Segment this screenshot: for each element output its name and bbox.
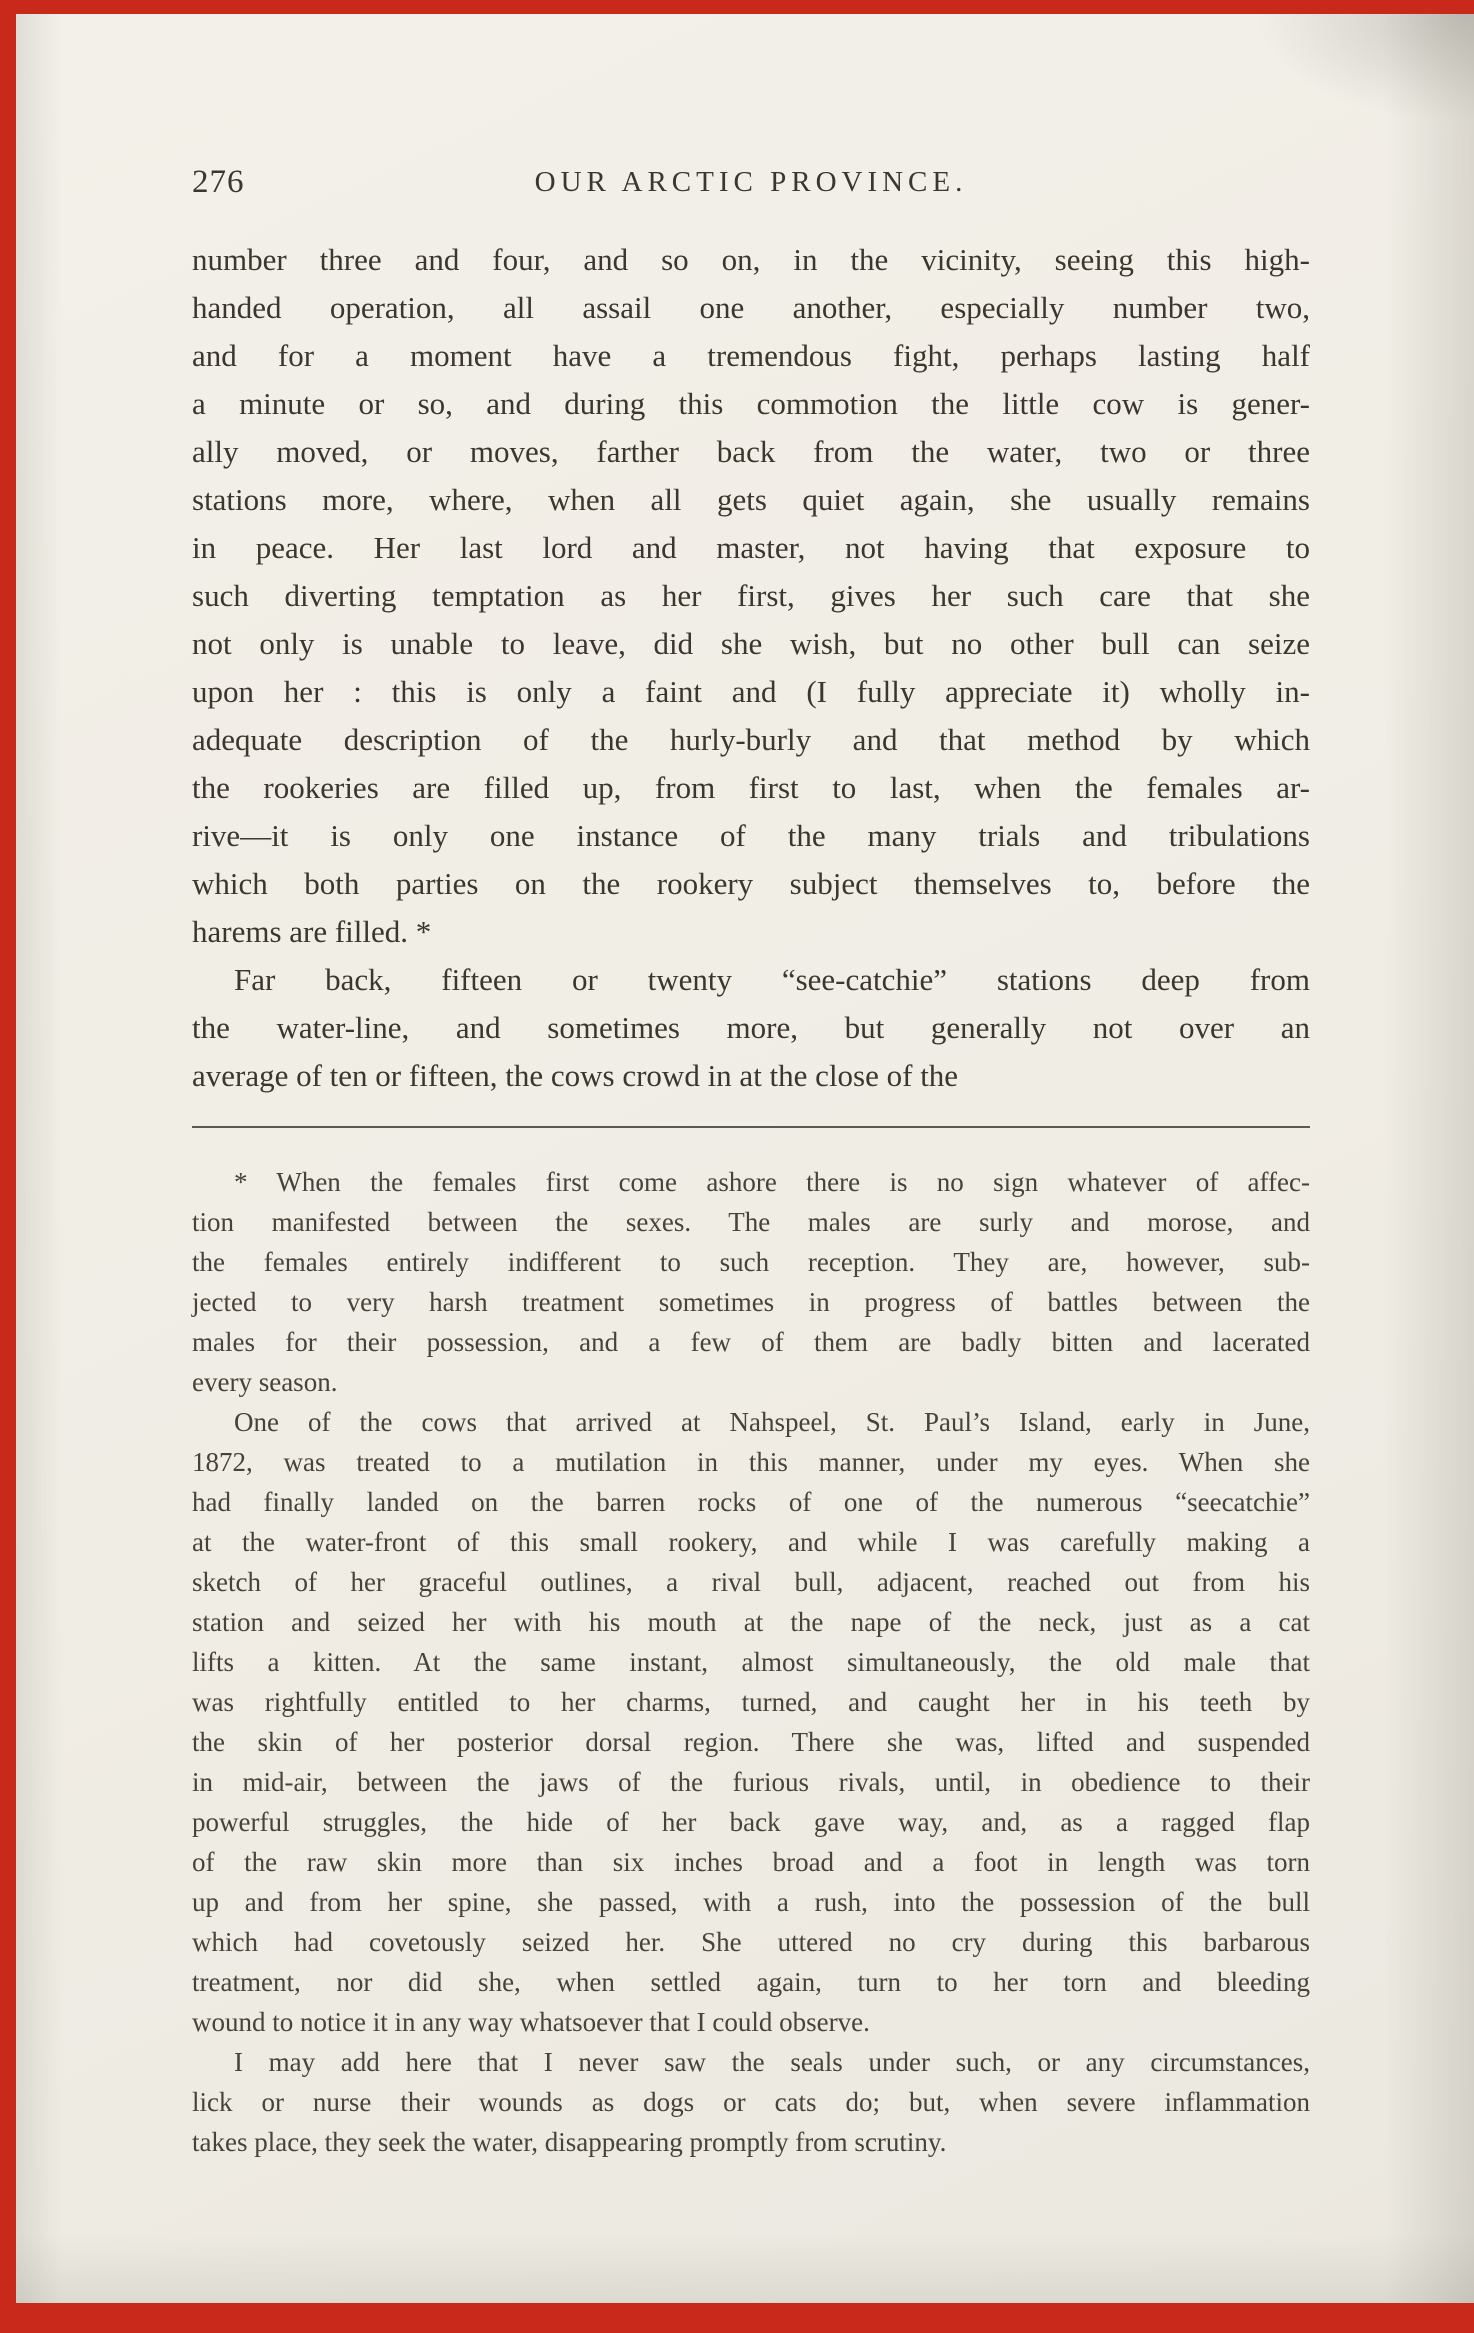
text-line: lifts a kitten. At the same instant, almost simultaneously, the old male that: [192, 1647, 1310, 1677]
text-line: powerful struggles, the hide of her back gave way, and, as a ragged flap: [192, 1807, 1310, 1837]
text-line: and for a moment have a tremendous fight, perhaps lasting half: [192, 338, 1310, 373]
text-line: jected to very harsh treatment sometimes in progress of battles between the: [192, 1287, 1310, 1317]
text-line: ally moved, or moves, farther back from the water, two or three: [192, 434, 1310, 469]
text-line: was rightfully entitled to her charms, turned, and caught her in his teeth by: [192, 1687, 1310, 1717]
paragraph: [192, 956, 1310, 1100]
paragraph: [192, 236, 1310, 956]
text-line: such diverting temptation as her first, gives her such care that she: [192, 578, 1310, 613]
paragraph: [192, 1402, 1310, 2042]
text-line: * When the females first come ashore there is no sign whatever of affec-: [234, 1167, 1310, 1197]
page-number: 276: [192, 164, 245, 200]
text-line: stations more, where, when all gets quiet again, she usually remains: [192, 482, 1310, 517]
running-title: OUR ARCTIC PROVINCE.: [534, 166, 968, 198]
body-text: [192, 236, 1310, 1100]
paragraph: [192, 2042, 1310, 2162]
text-line: treatment, nor did she, when settled again, turn to her torn and bleeding: [192, 1967, 1310, 1997]
book-cover-edge-top: [0, 0, 1474, 14]
page-paper: [16, 14, 1474, 2303]
text-line: upon her : this is only a faint and (I fully appreciate it) wholly in-: [192, 674, 1310, 709]
page-header: [192, 162, 1310, 208]
text-line: in peace. Her last lord and master, not having that exposure to: [192, 530, 1310, 565]
text-line: I may add here that I never saw the seals under such, or any circumstances,: [234, 2047, 1310, 2077]
text-line: not only is unable to leave, did she wish, but no other bull can seize: [192, 626, 1310, 661]
text-line: tion manifested between the sexes. The males are surly and morose, and: [192, 1207, 1310, 1237]
text-line: which had covetously seized her. She uttered no cry during this barbarous: [192, 1927, 1310, 1957]
text-line: at the water-front of this small rookery, and while I was carefully making a: [192, 1527, 1310, 1557]
text-line: sketch of her graceful outlines, a rival bull, adjacent, reached out from his: [192, 1567, 1310, 1597]
paragraph: [192, 1162, 1310, 1402]
footnote-text: [192, 1162, 1310, 2162]
text-line: number three and four, and so on, in the vicinity, seeing this high-: [192, 242, 1310, 277]
text-line: rive—it is only one instance of the many trials and tribulations: [192, 818, 1310, 853]
text-line: average of ten or fifteen, the cows crowd in at the close of the: [192, 1058, 959, 1093]
footnote-separator: [192, 1126, 1310, 1128]
text-line: lick or nurse their wounds as dogs or cats do; but, when severe inflammation: [192, 2087, 1310, 2117]
text-line: handed operation, all assail one another, especially number two,: [192, 290, 1310, 325]
text-line: Far back, fifteen or twenty “see-catchie” stations deep from: [234, 962, 1310, 997]
text-line: had finally landed on the barren rocks of one of the numerous “seecatchie”: [192, 1487, 1310, 1517]
text-line: in mid-air, between the jaws of the furious rivals, until, in obedience to their: [192, 1767, 1310, 1797]
text-line: the rookeries are filled up, from first to last, when the females ar-: [192, 770, 1310, 805]
text-line: takes place, they seek the water, disappearing promptly from scrutiny.: [192, 2127, 947, 2157]
text-line: of the raw skin more than six inches broad and a foot in length was torn: [192, 1847, 1310, 1877]
text-line: wound to notice it in any way whatsoever that I could observe.: [192, 2007, 870, 2037]
text-line: harems are filled. *: [192, 914, 432, 949]
text-block: [192, 162, 1310, 2162]
text-line: the skin of her posterior dorsal region. There she was, lifted and suspended: [192, 1727, 1310, 1757]
text-line: which both parties on the rookery subject themselves to, before the: [192, 866, 1310, 901]
text-line: the water-line, and sometimes more, but generally not over an: [192, 1010, 1310, 1045]
text-line: 1872, was treated to a mutilation in this manner, under my eyes. When she: [192, 1447, 1310, 1477]
text-line: adequate description of the hurly-burly and that method by which: [192, 722, 1310, 757]
book-cover-edge-bottom: [0, 2303, 1474, 2333]
text-line: every season.: [192, 1367, 338, 1397]
text-line: One of the cows that arrived at Nahspeel, St. Paul’s Island, early in June,: [234, 1407, 1310, 1437]
book-cover-edge-left: [0, 0, 16, 2333]
text-line: station and seized her with his mouth at the nape of the neck, just as a cat: [192, 1607, 1310, 1637]
text-line: males for their possession, and a few of them are badly bitten and lacerated: [192, 1327, 1310, 1357]
text-line: the females entirely indifferent to such reception. They are, however, sub-: [192, 1247, 1310, 1277]
text-line: up and from her spine, she passed, with a rush, into the possession of the bull: [192, 1887, 1310, 1917]
text-line: a minute or so, and during this commotion the little cow is gener-: [192, 386, 1310, 421]
